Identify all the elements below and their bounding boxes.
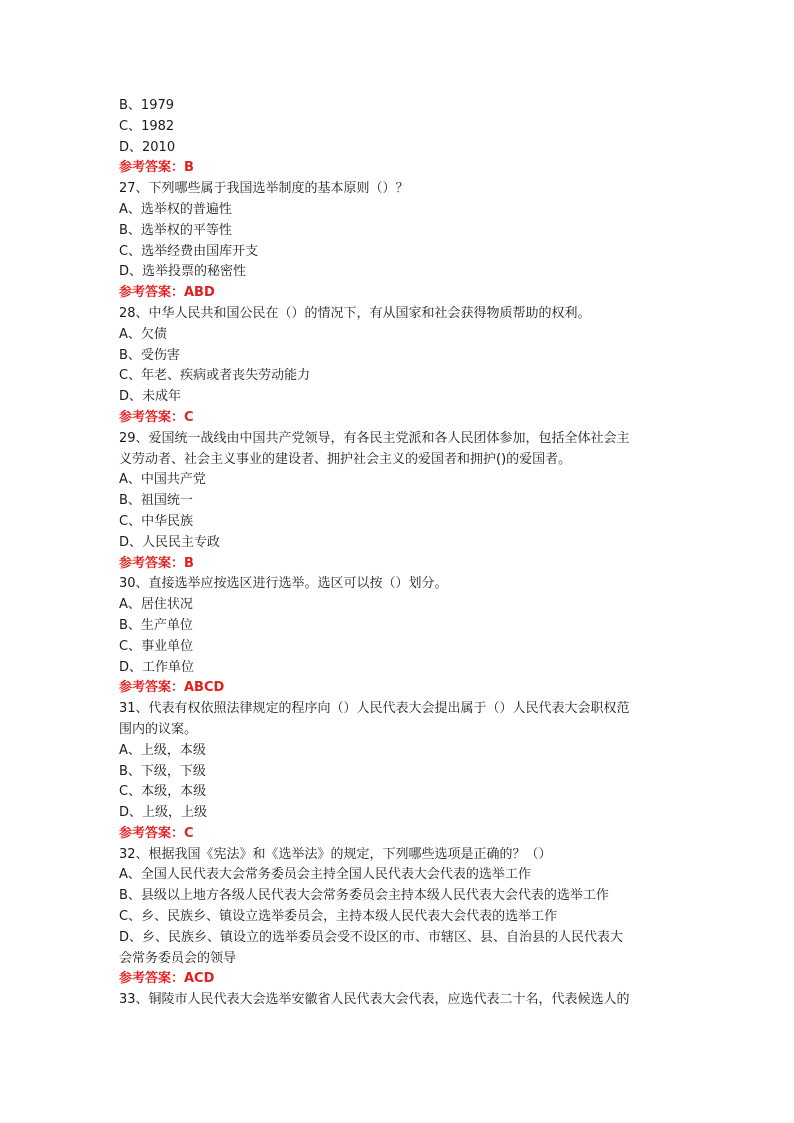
answer-line: 参考答案：C (119, 409, 194, 425)
question-line: 30、直接选举应按选区进行选举。选区可以按（）划分。 (119, 576, 448, 592)
option-line: C、中华民族 (119, 513, 194, 529)
option-line: B、下级，下级 (119, 763, 206, 779)
option-line: C、乡、民族乡、镇设立选举委员会，主持本级人民代表大会代表的选举工作 (119, 909, 558, 925)
option-line: A、上级，本级 (119, 742, 206, 758)
option-line: D、乡、民族乡、镇设立的选举委员会受不设区的市、市辖区、县、自治县的人民代表大 (119, 929, 624, 945)
option-line: D、2010 (119, 139, 176, 155)
option-line: B、受伤害 (119, 347, 180, 363)
question-line: 29、爱国统一战线由中国共产党领导，有各民主党派和各人民团体参加，包括全体社会主 (119, 430, 630, 446)
option-line: A、欠债 (119, 326, 167, 342)
option-line: B、1979 (119, 98, 175, 113)
option-line: C、1982 (119, 118, 175, 134)
option-line: D、工作单位 (119, 659, 195, 675)
document-page (119, 96, 679, 1011)
question-line: 31、代表有权依照法律规定的程序向（）人民代表大会提出属于（）人民代表大会职权范 (119, 701, 630, 717)
option-line: A、全国人民代表大会常务委员会主持全国人民代表大会代表的选举工作 (119, 867, 531, 883)
option-line: C、本级，本级 (119, 784, 207, 800)
option-line: C、年老、疾病或者丧失劳动能力 (119, 368, 311, 384)
option-line: B、选举权的平等性 (119, 222, 232, 238)
answer-line: 参考答案：ABD (119, 285, 215, 301)
option-line: C、选举经费由国库开支 (119, 243, 259, 259)
option-line: A、选举权的普遍性 (119, 201, 232, 217)
option-line: A、中国共产党 (119, 472, 206, 488)
option-line: B、祖国统一 (119, 493, 193, 509)
answer-line: 参考答案：ABCD (119, 680, 225, 696)
option-line: D、人民民主专政 (119, 534, 221, 550)
question-line: 27、下列哪些属于我国选举制度的基本原则（）？ (119, 181, 409, 197)
option-line: D、上级，上级 (119, 805, 208, 821)
question-line: 义劳动者、社会主义事业的建设者、拥护社会主义的爱国者和拥护()的爱国者。 (119, 451, 572, 467)
option-line: B、县级以上地方各级人民代表大会常务委员会主持本级人民代表大会代表的选举工作 (119, 888, 609, 904)
option-line: C、事业单位 (119, 638, 194, 654)
question-line: 32、根据我国《宪法》和《选举法》的规定，下列哪些选项是正确的？（） (119, 846, 552, 862)
answer-line: 参考答案：ACD (119, 971, 215, 987)
question-line: 33、铜陵市人民代表大会选举安徽省人民代表大会代表，应选代表二十名，代表候选人的 (119, 992, 630, 1008)
option-line: D、选举投票的秘密性 (119, 264, 247, 280)
answer-line: 参考答案：B (119, 160, 194, 176)
question-line: 28、中华人民共和国公民在（）的情况下，有从国家和社会获得物质帮助的权利。 (119, 305, 591, 321)
option-line: B、生产单位 (119, 617, 193, 633)
option-line: D、未成年 (119, 389, 182, 405)
answer-line: 参考答案：B (119, 555, 194, 571)
question-line: 围内的议案。 (119, 721, 198, 737)
option-line: 会常务委员会的领导 (119, 950, 237, 966)
option-line: A、居住状况 (119, 597, 193, 613)
answer-line: 参考答案：C (119, 825, 194, 841)
